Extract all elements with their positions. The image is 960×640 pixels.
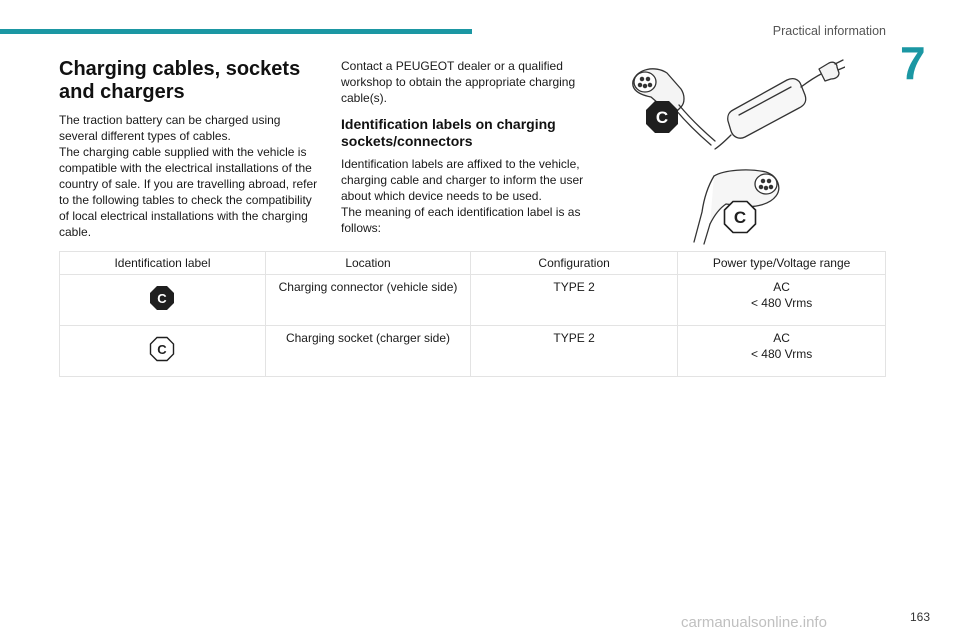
page-heading: Charging cables, sockets and chargers — [59, 58, 301, 103]
power-type: AC — [773, 280, 790, 294]
label-cell — [60, 275, 266, 326]
section-title: Practical information — [772, 24, 886, 38]
power-cell — [678, 326, 886, 377]
connector-label-badge-solid — [645, 100, 679, 134]
voltage-range: < 480 Vrms — [750, 347, 813, 361]
location-cell: Charging connector (vehicle side) — [265, 275, 470, 326]
intro-paragraph-2: The charging cable supplied with the vehicle is compatible with the electrical installations of the country of sale. If you are travelling abroad, refer to the following tables to check the compatibility of local electrical installations with the charging cable. — [59, 145, 318, 239]
power-cell — [678, 275, 886, 326]
power-type: AC — [773, 331, 790, 345]
middle-column — [341, 58, 591, 236]
svg-text:C: C — [157, 291, 168, 306]
label-cell — [60, 326, 266, 377]
configuration-cell: TYPE 2 — [471, 275, 678, 326]
header-configuration: Configuration — [471, 252, 678, 275]
table-row — [60, 275, 886, 326]
header-power-type: Power type/Voltage range — [678, 252, 886, 275]
labels-subheading: Identification labels on charging sockets/connectors — [341, 116, 556, 149]
table-row — [60, 326, 886, 377]
dealer-paragraph: Contact a PEUGEOT dealer or a qualified workshop to obtain the appropriate charging cable(s). — [341, 59, 576, 105]
socket-label-badge-outline — [723, 200, 757, 234]
table-header-row — [60, 252, 886, 275]
svg-text:C: C — [157, 342, 168, 357]
labels-paragraph-1: Identification labels are affixed to the vehicle, charging cable and charger to inform the user about which device needs to be used. — [341, 157, 584, 203]
configuration-cell: TYPE 2 — [471, 326, 678, 377]
socket-label-icon — [149, 336, 175, 362]
header-identification-label: Identification label — [60, 252, 266, 275]
labels-paragraph-2: The meaning of each identification label is as follows: — [341, 205, 581, 235]
location-cell: Charging socket (charger side) — [265, 326, 470, 377]
page-number: 163 — [909, 610, 930, 624]
header-location: Location — [265, 252, 470, 275]
header-accent-bar — [0, 29, 472, 34]
left-column — [59, 58, 321, 240]
connector-label-icon — [149, 285, 175, 311]
connector-label-letter: C — [655, 108, 669, 127]
socket-label-letter: C — [733, 208, 747, 227]
intro-paragraph-1: The traction battery can be charged using several different types of cables. — [59, 113, 281, 143]
voltage-range: < 480 Vrms — [750, 296, 813, 310]
identification-labels-table — [59, 251, 886, 377]
chapter-number: 7 — [900, 37, 926, 89]
watermark-text: carmanualsonline.info — [681, 614, 827, 631]
